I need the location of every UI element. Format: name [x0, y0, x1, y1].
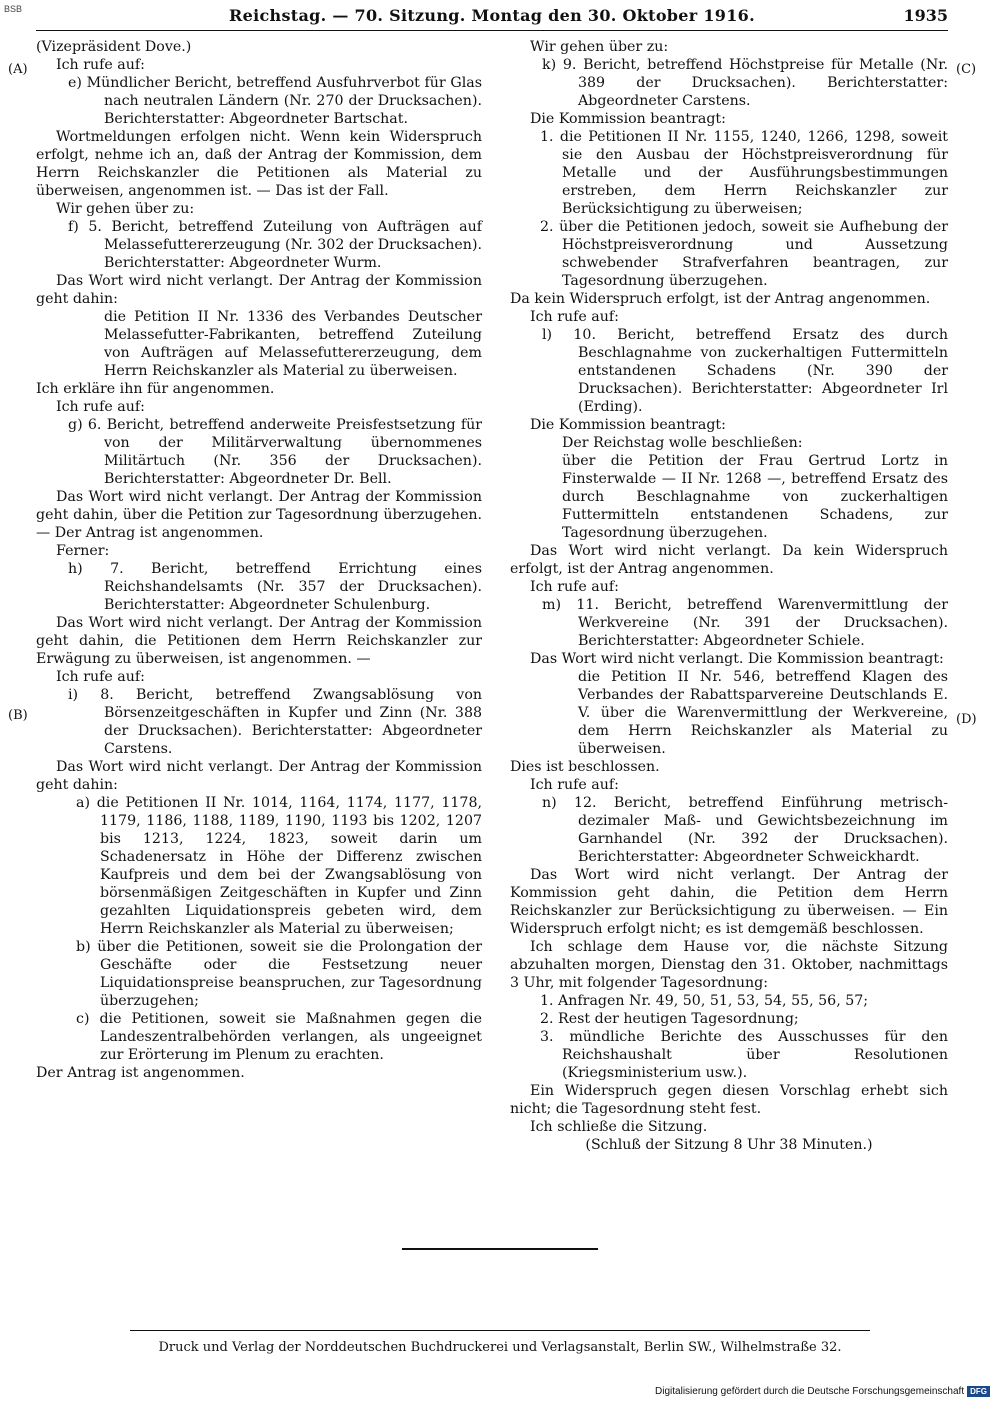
agenda-item-g: g) 6. Bericht, betreffend anderweite Preisfestsetzung für von der Militärverwaltung übernommenes Militärtuch (Nr. 356 der Drucksachen). Berichterstatter: Abgeordneter Dr. Bell. — [68, 417, 482, 487]
paragraph: Ich rufe auf: — [530, 777, 619, 793]
margin-mark-d: (D) — [956, 712, 977, 727]
motion-text: über die Petition der Frau Gertrud Lortz in Finsterwalde — II Nr. 1268 —, betreffend Ersatz des durch Beschlagnahme von zuckerhaltigen Futtermitteln entstandenen Schadens, zur Tagesordnung überzugehen. — [562, 453, 948, 541]
dfg-logo-icon: DFG — [967, 1386, 990, 1397]
paragraph: Ich rufe auf: — [56, 669, 145, 685]
paragraph: Ein Widerspruch gegen diesen Vorschlag erhebt sich nicht; die Tagesordnung steht fest. — [510, 1083, 948, 1117]
imprint: Druck und Verlag der Norddeutschen Buchdruckerei und Verlagsanstalt, Berlin SW., Wilhelmstraße 32. — [158, 1340, 842, 1355]
agenda-item-h: h) 7. Bericht, betreffend Errichtung eines Reichshandelsamts (Nr. 357 der Drucksachen). Berichterstatter: Abgeordneter Schulenburg. — [68, 561, 482, 613]
paragraph: Der Antrag ist angenommen. — [36, 1065, 245, 1081]
agenda-item-f: f) 5. Bericht, betreffend Zuteilung von Aufträgen auf Melassefuttererzeugung (Nr. 302 der Drucksachen). Berichterstatter: Abgeordneter Wurm. — [68, 219, 482, 271]
agenda-item-l: l) 10. Bericht, betreffend Ersatz des durch Beschlagnahme von zuckerhaltigen Futtermitteln entstandenen Schadens (Nr. 390 der Drucksachen). Berichterstatter: Abgeordneter Irl (Erding). — [542, 327, 948, 415]
agenda-next-1: 1. Anfragen Nr. 49, 50, 51, 53, 54, 55, 56, 57; — [540, 993, 869, 1009]
footer-rule — [130, 1330, 870, 1331]
left-column — [36, 38, 482, 1082]
paragraph: Ich schlage dem Hause vor, die nächste Sitzung abzuhalten morgen, Dienstag den 31. Oktober, nachmittags 3 Uhr, mit folgender Tagesordnung: — [510, 939, 948, 991]
motion-text: die Petition II Nr. 546, betreffend Klagen des Verbandes der Rabattsparvereine Deutschlands E. V. über die Warenvermittlung der Werkvereine, dem Herrn Reichskanzler als Material zu überweisen. — [578, 669, 948, 757]
credit-text: Digitalisierung gefördert durch die Deutsche Forschungsgemeinschaft — [655, 1386, 965, 1397]
agenda-item-e: e) Mündlicher Bericht, betreffend Ausfuhrverbot für Glas nach neutralen Ländern (Nr. 270 der Drucksachen). Berichterstatter: Abgeordneter Bartschat. — [68, 75, 482, 127]
paragraph: Wortmeldungen erfolgen nicht. Wenn kein Widerspruch erfolgt, nehme ich an, daß der Antrag der Kommission, dem Herrn Reichskanzler die Petitionen als Material zu überweisen, angenommen ist. — Das ist der Fall. — [36, 129, 482, 199]
paragraph: Ich erkläre ihn für angenommen. — [36, 381, 275, 397]
paragraph: Das Wort wird nicht verlangt. Der Antrag der Kommission geht dahin, die Petitionen dem Herrn Reichskanzler zur Erwägung zu überweisen, ist angenommen. — — [36, 615, 482, 667]
paragraph: Wir gehen über zu: — [530, 39, 669, 55]
paragraph: Das Wort wird nicht verlangt. Der Antrag der Kommission geht dahin, über die Petition zur Tagesordnung überzugehen. — Der Antrag ist angenommen. — [36, 489, 482, 541]
page-title: Reichstag. — 70. Sitzung. Montag den 30. Oktober 1916. — [229, 6, 755, 25]
motion-point-1: 1. die Petitionen II Nr. 1155, 1240, 1266, 1298, soweit sie den Ausbau der Höchstpreisverordnung für Metalle und der Ausführungsbestimmungen erstreben, dem Herrn Reichskanzler zur Berücksichtigung zu überweisen; — [540, 129, 948, 217]
motion-point-a: a) die Petitionen II Nr. 1014, 1164, 1174, 1177, 1178, 1179, 1186, 1188, 1189, 1190, 1193 bis 1202, 1207 bis 1213, 1224, 1823, soweit darin um Schadenersatz in Höhe der Differenz zwischen Kaufpreis und dem bei der Zwangsablösung von börsenmäßigen Zeitgeschäften in Kupfer und Zinn gezahlten Liquidationspreis gebeten wird, dem Herrn Reichskanzler als Material zu überweisen; — [76, 795, 482, 937]
agenda-item-i: i) 8. Bericht, betreffend Zwangsablösung von Börsenzeitgeschäften in Kupfer und Zinn (Nr. 388 der Drucksachen). Berichterstatter: Abgeordneter Carstens. — [68, 687, 482, 757]
motion-text: die Petition II Nr. 1336 des Verbandes Deutscher Melassefutter-Fabrikanten, betreffend Zuteilung von Aufträgen auf Melassefuttererzeugung, dem Herrn Reichskanzler als Material zu überweisen. — [104, 309, 482, 379]
margin-mark-a: (A) — [8, 62, 28, 77]
paragraph: Ferner: — [56, 543, 110, 559]
agenda-next-3: 3. mündliche Berichte des Ausschusses für den Reichshaushalt über Resolutionen (Kriegsministerium usw.). — [540, 1029, 948, 1081]
library-stamp: BSB — [4, 4, 23, 14]
paragraph: Ich rufe auf: — [530, 579, 619, 595]
speaker-note: (Vizepräsident Dove.) — [36, 39, 192, 55]
paragraph: Da kein Widerspruch erfolgt, ist der Antrag angenommen. — [510, 291, 931, 307]
paragraph: Ich rufe auf: — [56, 57, 145, 73]
agenda-next-2: 2. Rest der heutigen Tagesordnung; — [540, 1011, 799, 1027]
paragraph: Wir gehen über zu: — [56, 201, 195, 217]
separator-rule — [402, 1248, 598, 1250]
agenda-item-k: k) 9. Bericht, betreffend Höchstpreise für Metalle (Nr. 389 der Drucksachen). Berichterstatter: Abgeordneter Carstens. — [542, 57, 948, 109]
paragraph: Das Wort wird nicht verlangt. Die Kommission beantragt: — [530, 651, 944, 667]
digitization-credit — [655, 1386, 990, 1397]
paragraph: Ich rufe auf: — [56, 399, 145, 415]
paragraph: Das Wort wird nicht verlangt. Der Antrag der Kommission geht dahin, die Petition dem Herrn Reichskanzler zur Berücksichtigung zu überweisen. — Ein Widerspruch erfolgt nicht; es ist demgemäß beschlossen. — [510, 867, 948, 937]
page-number: 1935 — [903, 6, 948, 25]
header-rule — [36, 30, 948, 31]
motion-intro: Der Reichstag wolle beschließen: — [562, 435, 803, 451]
paragraph: Dies ist beschlossen. — [510, 759, 660, 775]
session-close: (Schluß der Sitzung 8 Uhr 38 Minuten.) — [585, 1137, 873, 1153]
paragraph: Das Wort wird nicht verlangt. Da kein Widerspruch erfolgt, ist der Antrag angenommen. — [510, 543, 948, 577]
margin-mark-c: (C) — [956, 62, 977, 77]
paragraph: Die Kommission beantragt: — [530, 417, 726, 433]
paragraph: Die Kommission beantragt: — [530, 111, 726, 127]
agenda-item-n: n) 12. Bericht, betreffend Einführung metrisch-dezimaler Maß- und Gewichtsbezeichnung im Garnhandel (Nr. 392 der Drucksachen). Berichterstatter: Abgeordneter Schweickhardt. — [542, 795, 948, 865]
motion-point-c: c) die Petitionen, soweit sie Maßnahmen gegen die Landeszentralbehörden verlangen, als ungeeignet zur Erörterung im Plenum zu erachten. — [76, 1011, 482, 1063]
right-column — [510, 38, 948, 1154]
paragraph: Ich schließe die Sitzung. — [530, 1119, 708, 1135]
motion-point-2: 2. über die Petitionen jedoch, soweit sie Aufhebung der Höchstpreisverordnung und Aussetzung schwebender Strafverfahren beantragen, zur Tagesordnung überzugehen. — [540, 219, 948, 289]
agenda-item-m: m) 11. Bericht, betreffend Warenvermittlung der Werkvereine (Nr. 391 der Drucksachen). Berichterstatter: Abgeordneter Schiele. — [542, 597, 948, 649]
paragraph: Das Wort wird nicht verlangt. Der Antrag der Kommission geht dahin: — [36, 273, 482, 307]
paragraph: Ich rufe auf: — [530, 309, 619, 325]
page-header — [36, 6, 948, 28]
motion-point-b: b) über die Petitionen, soweit sie die Prolongation der Geschäfte oder die Festsetzung neuer Liquidationspreise beanspruchen, zur Tagesordnung überzugehen; — [76, 939, 482, 1009]
paragraph: Das Wort wird nicht verlangt. Der Antrag der Kommission geht dahin: — [36, 759, 482, 793]
margin-mark-b: (B) — [8, 708, 28, 723]
